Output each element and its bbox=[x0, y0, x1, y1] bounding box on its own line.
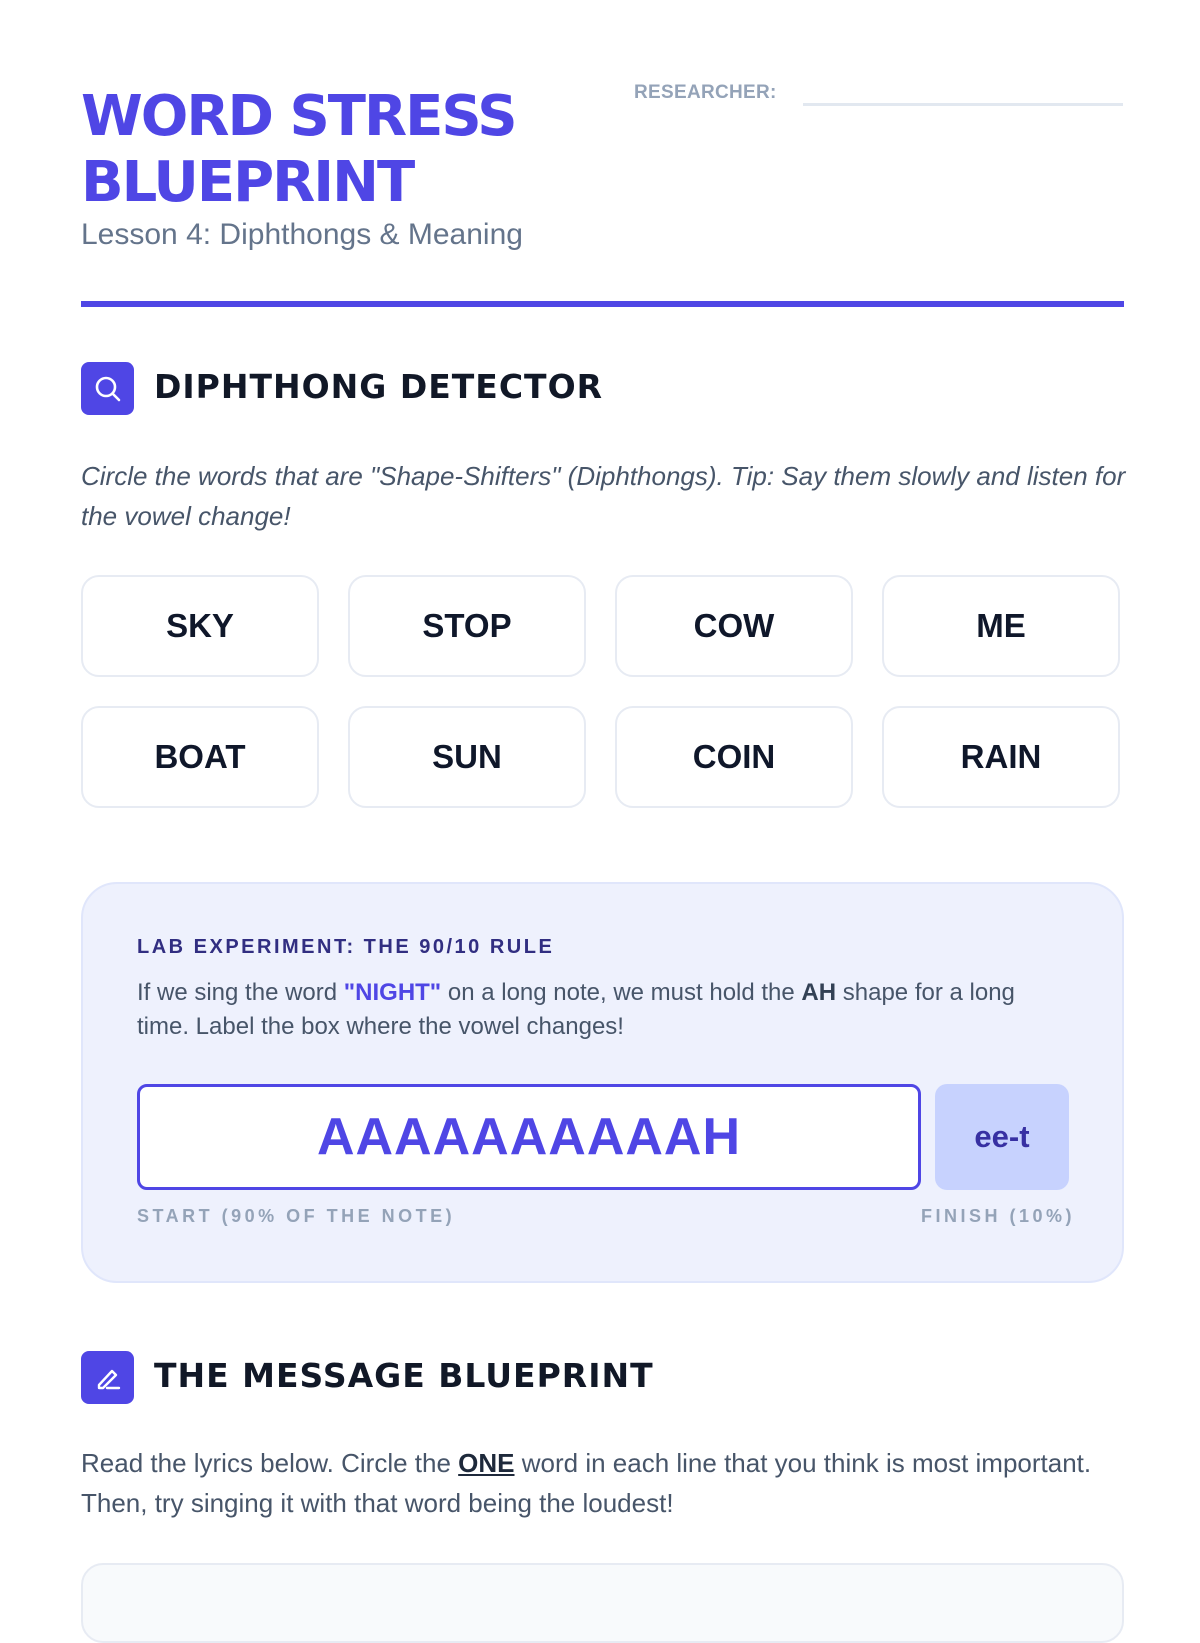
header-divider bbox=[81, 301, 1124, 307]
lab-target-word: "NIGHT" bbox=[343, 979, 442, 1006]
researcher-label: RESEARCHER: bbox=[634, 82, 777, 103]
finish-caption: FINISH (10%) bbox=[921, 1206, 1076, 1226]
message-section-title: THE MESSAGE BLUEPRINT bbox=[154, 1356, 654, 1395]
lab-title: LAB EXPERIMENT: THE 90/10 RULE bbox=[137, 936, 555, 958]
word-card[interactable]: ME bbox=[882, 575, 1120, 677]
word-card[interactable]: SUN bbox=[348, 706, 586, 808]
lab-text-part: If we sing the word bbox=[137, 979, 344, 1006]
detector-instructions: Circle the words that are "Shape-Shifters" (Diphthongs). Tip: Say them slowly and listen for the vowel change! bbox=[81, 461, 1126, 531]
lyrics-box bbox=[81, 1563, 1124, 1643]
search-icon bbox=[81, 362, 134, 415]
start-caption: START (90% OF THE NOTE) bbox=[137, 1206, 456, 1226]
word-card[interactable]: COW bbox=[615, 575, 853, 677]
pen-icon bbox=[81, 1351, 134, 1404]
word-card[interactable]: RAIN bbox=[882, 706, 1120, 808]
lab-description bbox=[137, 976, 1067, 1044]
instructions-part: word in each line that you think is most important. Then, try singing it with that word being the loudest! bbox=[81, 1448, 1092, 1518]
instructions-emphasis: ONE bbox=[458, 1448, 515, 1478]
detector-section-title: DIPHTHONG DETECTOR bbox=[154, 367, 604, 406]
word-card[interactable]: SKY bbox=[81, 575, 319, 677]
lab-experiment-box bbox=[81, 882, 1124, 1283]
message-instructions bbox=[81, 1443, 1131, 1523]
instructions-part: Read the lyrics below. Circle the bbox=[81, 1448, 459, 1478]
word-card[interactable]: BOAT bbox=[81, 706, 319, 808]
title-line-2: BLUEPRINT bbox=[81, 150, 414, 215]
lesson-subtitle: Lesson 4: Diphthongs & Meaning bbox=[81, 218, 523, 251]
word-card[interactable]: STOP bbox=[348, 575, 586, 677]
title-line-1: WORD STRESS bbox=[81, 84, 516, 149]
word-card[interactable]: COIN bbox=[615, 706, 853, 808]
word-grid bbox=[81, 575, 1124, 808]
long-vowel-box[interactable]: AAAAAAAAAAH bbox=[137, 1084, 921, 1190]
lab-text-part: shape for a long time. Label the box where the vowel changes! bbox=[137, 979, 1015, 1040]
vowel-change-box[interactable]: ee-t bbox=[935, 1084, 1069, 1190]
researcher-name-field[interactable] bbox=[803, 103, 1123, 106]
lab-vowel: AH bbox=[801, 979, 837, 1006]
page-title bbox=[81, 84, 516, 216]
lab-text-part: on a long note, we must hold the bbox=[441, 979, 802, 1006]
